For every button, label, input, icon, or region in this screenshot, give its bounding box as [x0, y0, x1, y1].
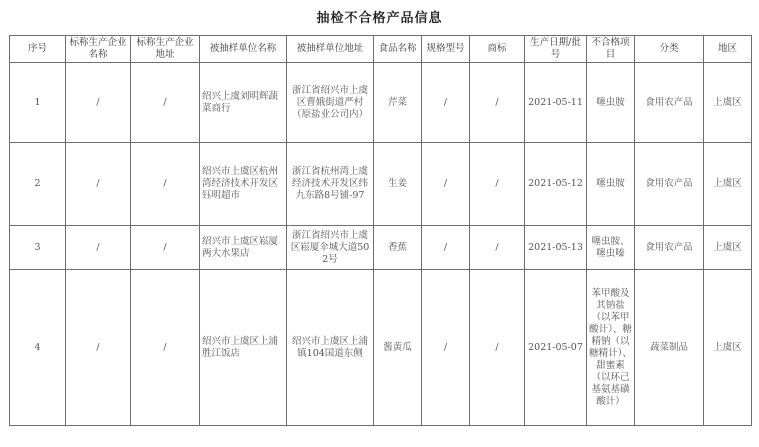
- cell-sampled-unit-address: 绍兴市上虞区上浦镇104国道东侧: [287, 270, 374, 426]
- cell-food-name: 生姜: [374, 143, 422, 226]
- cell-manufacturer-name: /: [66, 226, 131, 270]
- cell-unqualified-items: 苯甲酸及其钠盐（以苯甲酸计）、糖精钠（以糖精计）、甜蜜素（以环己基氨基磺酸计）: [587, 270, 635, 426]
- header-brand: 商标: [470, 36, 525, 63]
- cell-manufacturer-name: /: [66, 143, 131, 226]
- cell-region: 上虞区: [704, 270, 752, 426]
- header-manufacturer-address: 标称生产企业地址: [131, 36, 200, 63]
- header-production-date: 生产日期/批号: [525, 36, 587, 63]
- cell-manufacturer-address: /: [131, 226, 200, 270]
- cell-manufacturer-address: /: [131, 270, 200, 426]
- cell-category: 食用农产品: [635, 143, 704, 226]
- table-header-row: [10, 36, 752, 63]
- cell-food-name: 芹菜: [374, 63, 422, 143]
- cell-production-date: 2021-05-13: [525, 226, 587, 270]
- cell-food-name: 酱黄瓜: [374, 270, 422, 426]
- cell-manufacturer-name: /: [66, 270, 131, 426]
- cell-sampled-unit-name: 绍兴市上虞区杭州湾经济技术开发区钰明超市: [200, 143, 287, 226]
- cell-sampled-unit-address: 浙江省杭州湾上虞经济技术开发区纬九东路8号铺-97: [287, 143, 374, 226]
- cell-brand: /: [470, 143, 525, 226]
- cell-category: 食用农产品: [635, 226, 704, 270]
- header-region: 地区: [704, 36, 752, 63]
- cell-no: 3: [10, 226, 66, 270]
- table-row: [10, 270, 752, 426]
- cell-brand: /: [470, 63, 525, 143]
- header-sampled-unit-name: 被抽样单位名称: [200, 36, 287, 63]
- cell-sampled-unit-address: 浙江省绍兴市上虞区崧厦伞城大道502号: [287, 226, 374, 270]
- cell-production-date: 2021-05-12: [525, 143, 587, 226]
- cell-no: 2: [10, 143, 66, 226]
- cell-spec-model: /: [422, 270, 470, 426]
- cell-region: 上虞区: [704, 63, 752, 143]
- table-row: [10, 63, 752, 143]
- cell-no: 4: [10, 270, 66, 426]
- cell-production-date: 2021-05-07: [525, 270, 587, 426]
- cell-category: 食用农产品: [635, 63, 704, 143]
- cell-food-name: 香蕉: [374, 226, 422, 270]
- cell-region: 上虞区: [704, 226, 752, 270]
- cell-sampled-unit-name: 绍兴上虞刘明辉蔬菜商行: [200, 63, 287, 143]
- cell-manufacturer-name: /: [66, 63, 131, 143]
- page-title: 抽检不合格产品信息: [316, 11, 443, 26]
- cell-manufacturer-address: /: [131, 143, 200, 226]
- cell-unqualified-items: 噻虫胺: [587, 63, 635, 143]
- cell-brand: /: [470, 226, 525, 270]
- cell-region: 上虞区: [704, 143, 752, 226]
- cell-production-date: 2021-05-11: [525, 63, 587, 143]
- header-manufacturer-name: 标称生产企业名称: [66, 36, 131, 63]
- cell-unqualified-items: 噻虫胺、噻虫嗪: [587, 226, 635, 270]
- unqualified-products-table: [9, 35, 752, 426]
- cell-spec-model: /: [422, 63, 470, 143]
- cell-spec-model: /: [422, 143, 470, 226]
- cell-manufacturer-address: /: [131, 63, 200, 143]
- header-food-name: 食品名称: [374, 36, 422, 63]
- cell-sampled-unit-name: 绍兴市上虞区上浦胜江饭店: [200, 270, 287, 426]
- cell-no: 1: [10, 63, 66, 143]
- table-row: [10, 143, 752, 226]
- cell-category: 蔬菜制品: [635, 270, 704, 426]
- cell-brand: /: [470, 270, 525, 426]
- cell-spec-model: /: [422, 226, 470, 270]
- cell-sampled-unit-name: 绍兴市上虞区崧厦两大水果店: [200, 226, 287, 270]
- cell-sampled-unit-address: 浙江省绍兴市上虞区曹娥街道严村（原盐业公司内）: [287, 63, 374, 143]
- header-unqualified-items: 不合格项目: [587, 36, 635, 63]
- table-row: [10, 226, 752, 270]
- header-sampled-unit-address: 被抽样单位地址: [287, 36, 374, 63]
- header-category: 分类: [635, 36, 704, 63]
- header-no: 序号: [10, 36, 66, 63]
- cell-unqualified-items: 噻虫胺: [587, 143, 635, 226]
- header-spec-model: 规格型号: [422, 36, 470, 63]
